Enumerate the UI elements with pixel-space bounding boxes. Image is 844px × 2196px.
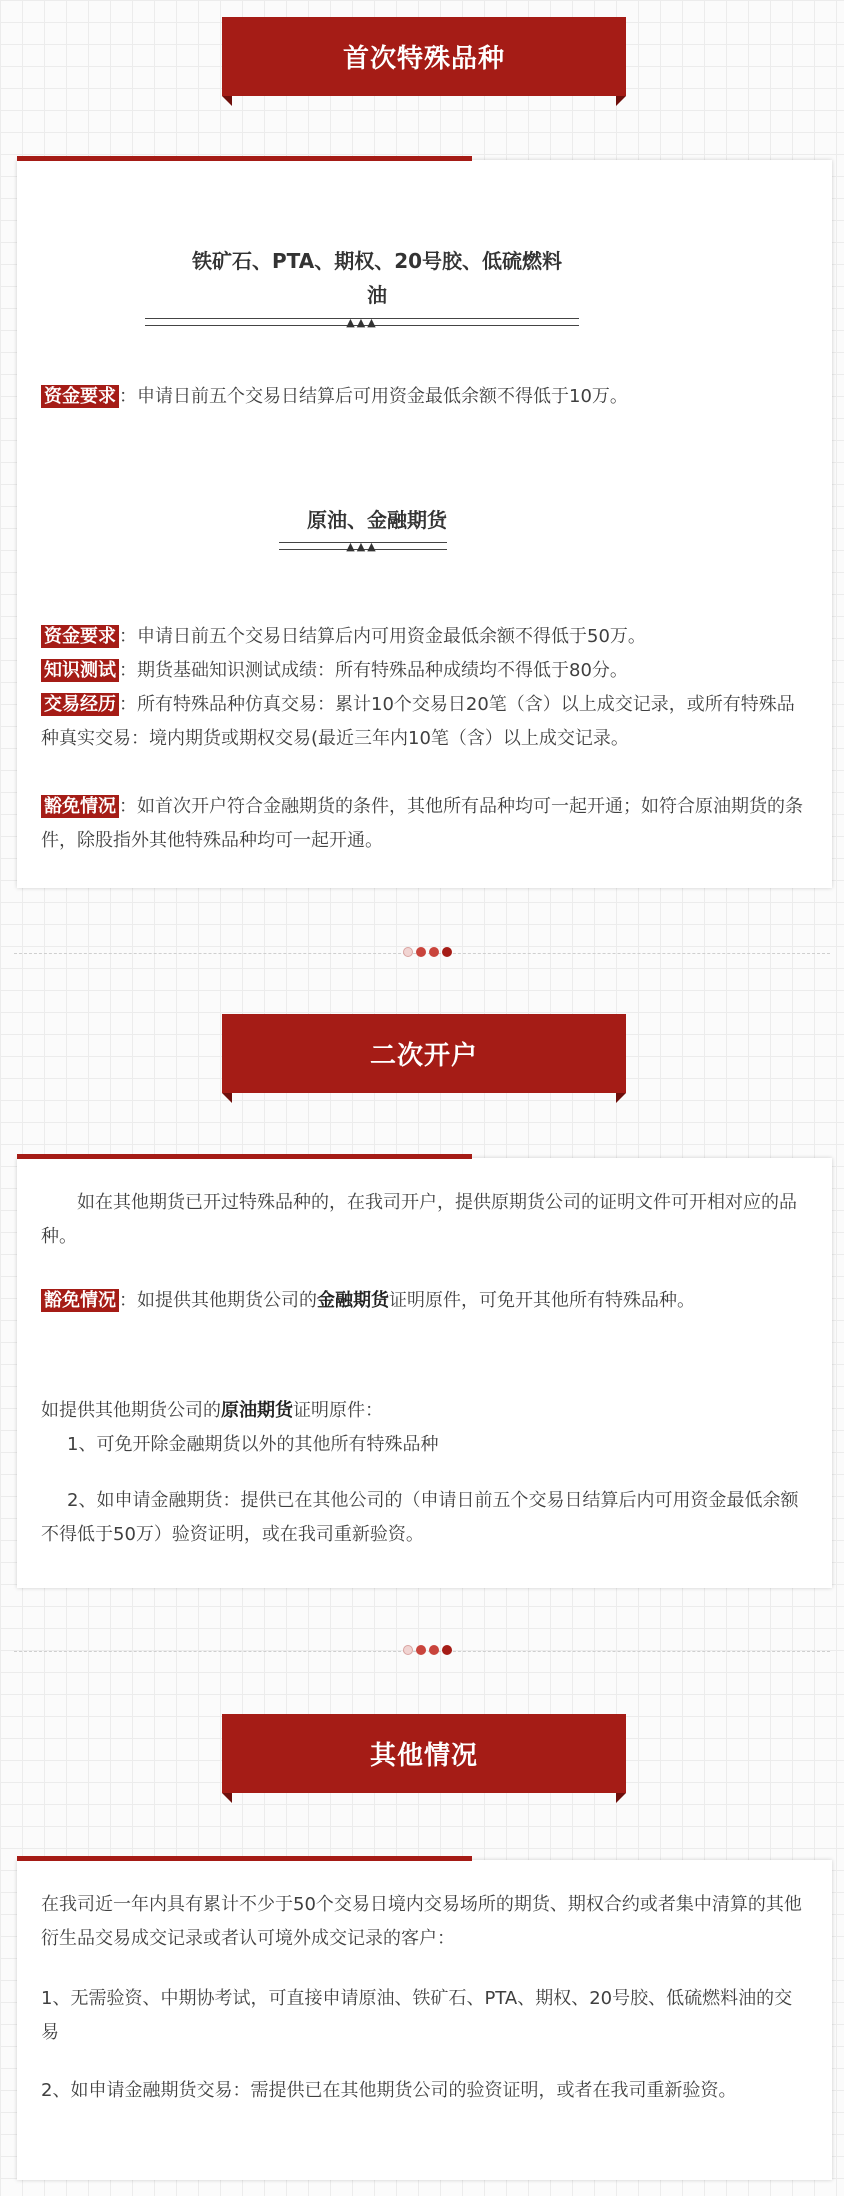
triangle-ornament-icon: ▲▲▲	[346, 316, 378, 329]
requirement-text: ：期货基础知识测试成绩：所有特殊品种成绩均不得低于80分。	[119, 660, 628, 681]
divider-dots-icon	[403, 1645, 452, 1655]
exemption-1	[41, 790, 808, 858]
requirement-text: ：申请日前五个交易日结算后内可用资金最低余额不得低于50万。	[119, 626, 646, 647]
capital-requirement-2	[41, 620, 808, 654]
tag-label: 资金要求	[41, 385, 119, 408]
proof-text: 如提供其他期货公司的	[41, 1400, 221, 1421]
proof-text: 证明原件：	[293, 1400, 383, 1421]
dot-icon	[403, 1645, 413, 1655]
dot-icon	[442, 947, 452, 957]
section-title: 首次特殊品种	[342, 44, 505, 74]
dot-icon	[416, 947, 426, 957]
dot-icon	[429, 947, 439, 957]
card-accent-bar	[17, 1154, 472, 1159]
dot-icon	[416, 1645, 426, 1655]
first-special-card	[17, 160, 832, 888]
tag-label: 豁免情况	[41, 1289, 119, 1312]
exemption-text: 证明原件，可免开其他所有特殊品种。	[389, 1290, 695, 1311]
exemption-2	[41, 1284, 808, 1318]
tag-label: 豁免情况	[41, 795, 119, 818]
triangle-ornament-icon: ▲▲▲	[346, 540, 378, 553]
crude-proof-line	[41, 1394, 808, 1428]
section-header-other	[222, 1714, 626, 1793]
subtitle-iron-ore	[137, 244, 617, 312]
financial-futures-emphasis: 金融期货	[317, 1290, 389, 1311]
section-title: 其他情况	[369, 1741, 478, 1771]
subtitle-crude-financial: 原油、金融期货	[307, 508, 447, 532]
exemption-text: ：如提供其他期货公司的	[119, 1290, 317, 1311]
section-title: 二次开户	[369, 1041, 478, 1071]
tag-label: 资金要求	[41, 625, 119, 648]
dot-icon	[442, 1645, 452, 1655]
second-account-item-2: 2、如申请金融期货：提供已在其他公司的（申请日前五个交易日结算后内可用资金最低余额不得低于50万）验资证明，或在我司重新验资。	[41, 1490, 799, 1545]
second-account-item-1: 1、可免开除金融期货以外的其他所有特殊品种	[67, 1434, 439, 1455]
crude-futures-emphasis: 原油期货	[221, 1400, 293, 1421]
requirement-text: ：所有特殊品种仿真交易：累计10个交易日20笔（含）以上成交记录，或所有特殊品种真实交易：境内期货或期权交易(最近三年内10笔（含）以上成交记录。	[41, 694, 795, 749]
other-item-1: 1、无需验资、中期协考试，可直接申请原油、铁矿石、PTA、期权、20号胶、低硫燃料油的交易	[41, 1988, 793, 2043]
dot-icon	[429, 1645, 439, 1655]
other-intro: 在我司近一年内具有累计不少于50个交易日境内交易场所的期货、期权合约或者集中清算的其他衍生品交易成交记录或者认可境外成交记录的客户：	[41, 1894, 802, 1949]
other-cases-card	[17, 1860, 832, 2180]
other-item-2: 2、如申请金融期货交易：需提供已在其他期货公司的验资证明，或者在我司重新验资。	[41, 2080, 737, 2101]
requirement-text: ：申请日前五个交易日结算后可用资金最低余额不得低于10万。	[119, 386, 628, 407]
card-accent-bar	[17, 1856, 472, 1861]
section-header-first-special	[222, 17, 626, 96]
dot-icon	[403, 947, 413, 957]
second-account-card	[17, 1158, 832, 1588]
tag-label: 知识测试	[41, 659, 119, 682]
trading-experience	[41, 688, 808, 756]
divider-dots-icon	[403, 947, 452, 957]
subtitle-line: 油	[367, 283, 387, 307]
requirement-text: ：如首次开户符合金融期货的条件，其他所有品种均可一起开通；如符合原油期货的条件，除股指外其他特殊品种均可一起开通。	[41, 796, 803, 851]
tag-label: 交易经历	[41, 693, 119, 716]
subtitle-line: 铁矿石、PTA、期权、20号胶、低硫燃料	[191, 249, 563, 273]
card-accent-bar	[17, 156, 472, 161]
capital-requirement-1	[41, 380, 808, 414]
second-account-intro: 如在其他期货已开过特殊品种的，在我司开户，提供原期货公司的证明文件可开相对应的品种。	[41, 1192, 797, 1247]
knowledge-test	[41, 654, 808, 688]
section-header-second-account	[222, 1014, 626, 1093]
